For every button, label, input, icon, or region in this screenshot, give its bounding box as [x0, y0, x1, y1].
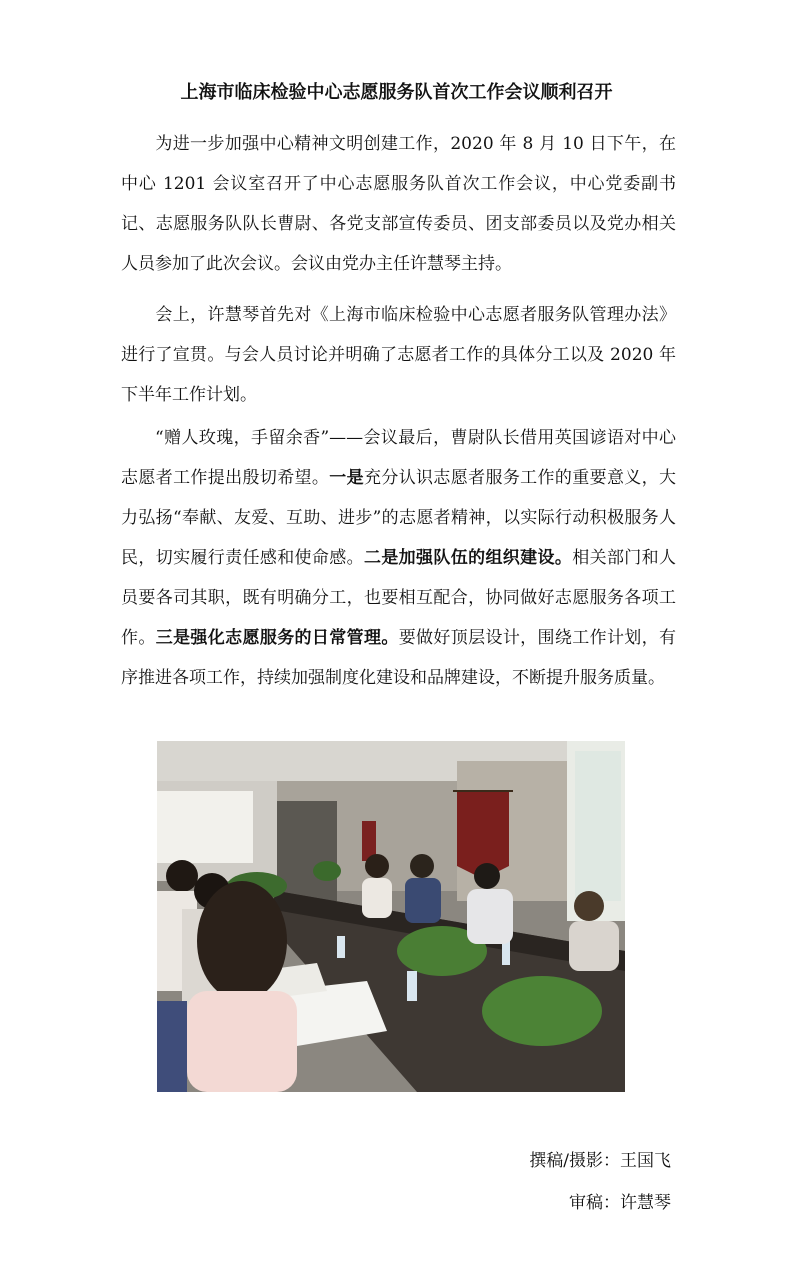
paragraph-3-bold-2: 二是加强队伍的组织建设。 [363, 548, 573, 568]
paragraph-3-seg7: 要做好顶层设计，围绕工作计划，有序推进各项工作，持续加强制度化建设和品牌建设，不断提升服务质量。 [121, 628, 677, 688]
paragraph-3-seg3: 充分认识志愿者服务工作的重要意义，大力弘扬“奉献、友爱、互助、进步”的志愿者精神，以实际行动积极服务人民，切实履行责任感和使命感。 [121, 468, 677, 568]
author-photo-credit: 撰稿/摄影：王国飞 [529, 1151, 671, 1171]
paragraph-3-bold-3: 三是强化志愿服务的日常管理。 [155, 628, 399, 648]
paragraph-1 [121, 124, 676, 284]
reviewer-credit: 审稿：许慧琴 [569, 1193, 671, 1213]
paragraph-3-seg1: “赠人玫瑰，手留余香”——会议最后，曹尉队长借用英国谚语对中心志愿者工作提出殷切希望。 [121, 428, 676, 488]
meeting-photo [157, 741, 625, 1092]
article-title: 上海市临床检验中心志愿服务队首次工作会议顺利召开 [180, 82, 613, 103]
paragraph-2 [121, 295, 676, 415]
meeting-photo-illustration [157, 741, 625, 1092]
paragraph-1-text: 为进一步加强中心精神文明创建工作，2020 年 8 月 10 日下午，在中心 1201 会议室召开了中心志愿服务队首次工作会议，中心党委副书记、志愿服务队队长曹尉、各党支部宣传委员、团支部委员以及党办相关人员参加了此次会议。会议由党办主任许慧琴主持。 [121, 134, 676, 274]
paragraph-2-text: 会上，许慧琴首先对《上海市临床检验中心志愿者服务队管理办法》进行了宣贯。与会人员讨论并明确了志愿者工作的具体分工以及 2020 年下半年工作计划。 [121, 305, 676, 405]
paragraph-3-bold-1: 一是 [329, 468, 364, 488]
paragraph-3-seg5: 相关部门和人员要各司其职，既有明确分工，也要相互配合，协同做好志愿服务各项工作。 [121, 548, 677, 648]
paragraph-3 [121, 418, 676, 698]
